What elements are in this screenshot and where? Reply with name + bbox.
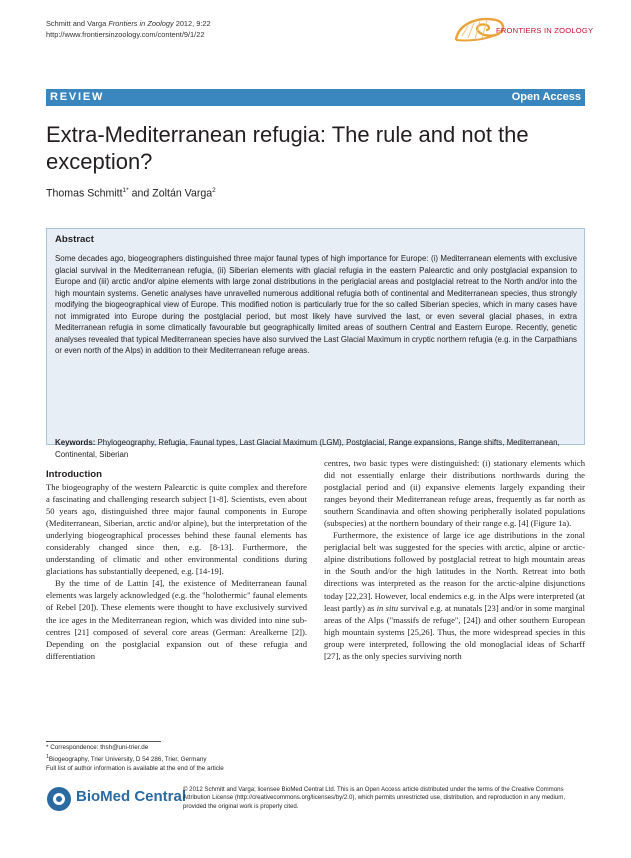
paragraph-text: Furthermore, the existence of large ice age distributions in the zonal periglacial belt was suggested for the species with arctic, alpine or arctic-alpine distributions followed by postglacial retreat to high mountain areas in the South and/or the high latitudes in the North. Retreat into both directions was interpreted as the reason for the arctic-alpine disjunctions today [22,23]. However, local endemics e.g. in the Alps were interpreted (at least partly) as [324,530,585,613]
author-name: Thomas Schmitt [46,187,123,200]
keywords-label: Keywords: [55,438,96,447]
keywords-list: Phylogeography, Refugia, Faunal types, Last Glacial Maximum (LGM), Postglacial, Range expansions, Range shifts, Mediterranean, Continental, Siberian [55,438,560,459]
footnote-divider [46,741,161,742]
publisher-name: BioMed Central [76,788,187,805]
citation-volume: 2012, 9:22 [175,19,211,28]
biomed-central-logo [46,786,72,812]
author-affiliation-mark: 2 [212,187,216,194]
abstract-heading: Abstract [55,234,94,245]
journal-name: FRONTIERS IN ZOOLOGY [496,26,594,35]
paragraph [324,529,585,662]
author-info-note: Full list of author information is available at the end of the article [46,764,224,772]
footnotes [46,744,306,773]
author-list [46,187,216,200]
body-column-left [46,469,307,662]
license-statement: © 2012 Schmitt and Varga; licensee BioMed Central Ltd. This is an Open Access article distributed under the terms of the Creative Commons Attribution License (http://creativecommons.org/licenses/by/2.0), which permits unrestricted use, distribution, and reproduction in any medium, provided the original work is properly cited. [183,786,566,810]
citation-authors: Schmitt and Varga [46,19,107,28]
journal-logo [448,14,598,66]
author-name: Zoltán Varga [152,187,213,200]
article-type-bar [46,89,585,106]
paragraph: By the time of de Lattin [4], the existence of Mediterranean faunal elements was largely acknowledged (e.g. the "holothermic" faunal elements of Rebel [20]). These elements were thought to have exclusively survived the ice ages in the Mediterranean region, which was divided into nine sub-centres [21] composed of several core areas (German: Arealkerne [2]). Depending on the postglacial expansion out of these refugia and differentiation [46,578,307,661]
section-heading: Introduction [46,469,102,480]
citation-journal: Frontiers in Zoology [108,19,174,28]
affiliation-text: Biogeography, Trier University, D 54 286, Trier, Germany [48,755,207,763]
running-citation [46,18,211,40]
open-access-label: Open Access [511,91,581,103]
author-conjunction: and [131,187,150,200]
article-title: Extra-Mediterranean refugia: The rule and not the exception? [46,122,529,174]
paragraph: centres, two basic types were distinguished: (i) stationary elements which did not essentially enlarge their distributions northwards during the postglacial period and (ii) expansive elements largely expanding their ranges beyond their Mediterranean refuge areas, frequently as far north as southern Scandinavia and often showing peripherally isolated populations (subspecies) at the northern boundary of their range e.g. [4] (Figure 1a). [324,458,585,529]
affiliation-mark: 1 [46,753,49,760]
abstract-box [46,228,585,459]
body-column-right [324,457,585,662]
publisher-logo [46,780,187,820]
italic-term: in situ [376,602,399,613]
affiliation-note [46,753,306,765]
abstract-text: Some decades ago, biogeographers distinguished three major faunal types of high importance for Europe: (i) Mediterranean elements with exclusive glacial survival in the Mediterranean refugia, (ii) Siberian elements with glacial refugia in the eastern Palearctic and only postglacial expansion to Europe and (iii) arctic and/or alpine elements with large zonal distributions in the periglacial areas and postglacial retreat to the North and/or into the high mountain systems. Genetic analyses have unravelled numerous additional refugia both of continental and Mediterranean species, thus strongly modifying the biogeographical view of Europe. This modified notion is particularly true for the so called Siberian species, which in many cases have not immigrated into Europe during the postglacial period, but most likely have survived the last, or even several glacial phases, in extra Mediterranean refugia in some climatically favourable but geographically limited areas of southern Central and Eastern Europe. Recently, genetic analyses revealed that typical Mediterranean species have also survived the Last Glacial Maximum in cryptic northern refugia (e.g. in the Carpathians or even north of the Alps) in addition to their Mediterranean refuge areas. [55,254,577,355]
author-affiliation-mark: 1* [122,187,129,194]
citation-url[interactable]: http://www.frontiersinzoology.com/content/9/1/22 [46,30,205,39]
citation-line-1 [46,18,211,29]
paragraph-text: survival e.g. at nunatals [23] and/or in some marginal areas of the Alps ("massifs de refuge", [24]) and other southern European high mountain systems [25,26]. Thus, the more widespread species in this group were interpreted, following the old monoglacial ideas of Scharff [27], as the only species surviving north [324,602,585,661]
article-type-label: REVIEW [50,91,105,103]
paragraph: The biogeography of the western Palearctic is quite complex and therefore a fascinating and challenging research subject [1-8]. Scientists, even about 50 years ago, distinguished three major faunal components in Europe (Mediterranean, Siberian, arctic and/or alpine), but the interpretation of the underlying biogeographical processes behind these faunal elements has considerably changed since then, e.g. [8-13]. Furthermore, the understanding of climatic and other environmental conditions during glaciations has substantially deepened, e.g. [14-19]. [46,482,307,577]
correspondence-note: * Correspondence: thsh@uni-trier.de [46,744,149,751]
